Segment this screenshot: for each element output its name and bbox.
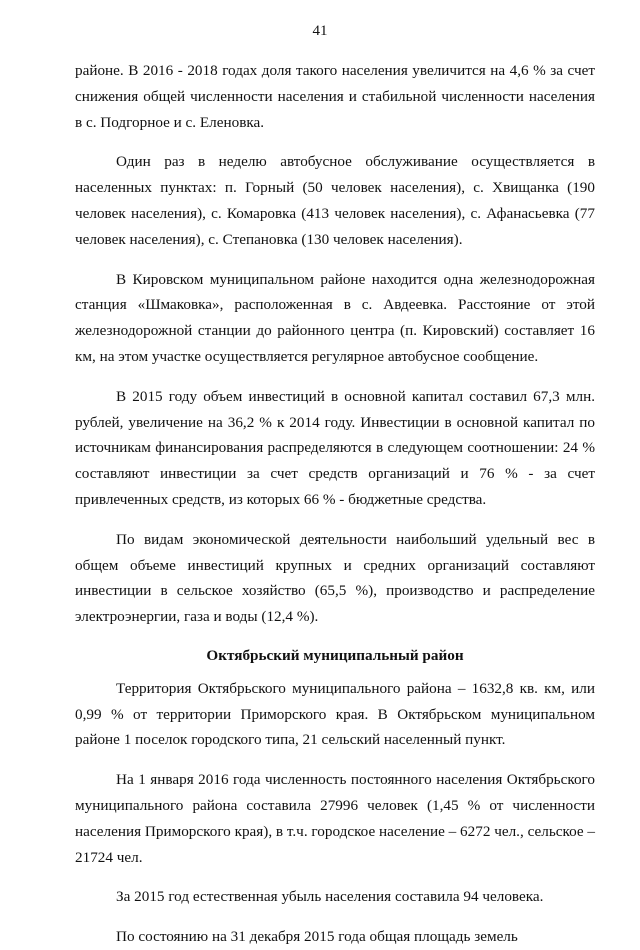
section-heading: Октябрьский муниципальный район xyxy=(206,646,464,664)
paragraph-territory: Территория Октябрьского муниципального района – 1632,8 кв. км, или 0,99 % от территории Приморского края. В Октябрьском муниципальном районе 1 поселок городского типа, 21 сельский населенный пункт. xyxy=(75,679,595,749)
paragraph-investments: В 2015 году объем инвестиций в основной капитал составил 67,3 млн. рублей, увеличение на 36,2 % к 2014 году. Инвестиции в основной капитал по источникам финансирования распределяются в следующем соотношении: 24 % составляют инвестиции за счет средств организаций и 76 % - за счет привлеченных средств, из которых 66 % - бюджетные средства. xyxy=(75,387,595,508)
page-number: 41 xyxy=(312,23,328,39)
paragraph-population: На 1 января 2016 года численность постоянного населения Октябрьского муниципального района составила 27996 человек (1,45 % от численности населения Приморского края), в т.ч. городское население – 6272 чел., сельское – 21724 чел. xyxy=(75,771,595,866)
paragraph-railway-station: В Кировском муниципальном районе находится одна железнодорожная станция «Шмаковка», расположенная в с. Авдеевка. Расстояние от этой железнодорожной станции до районного центра (п. Кировский) составляет 16 км, на этом участке осуществляется регулярное автобусное сообщение. xyxy=(75,270,595,365)
page-content xyxy=(75,58,595,950)
paragraph-land-area: По состоянию на 31 декабря 2015 года общая площадь земель xyxy=(116,928,518,946)
paragraph-investment-structure: По видам экономической деятельности наибольший удельный вес в общем объеме инвестиций крупных и средних организаций составляют инвестиции в сельское хозяйство (65,5 %), производство и распределение электроэнергии, газа и воды (12,4 %). xyxy=(75,530,595,626)
paragraph-bus-service: Один раз в неделю автобусное обслуживание осуществляется в населенных пунктах: п. Горный (50 человек населения), с. Хвищанка (190 человек населения), с. Комаровка (413 человек населения), с. Афанасьевка (77 человек населения), с. Степановка (130 человек населения). xyxy=(75,153,595,248)
paragraph-continuation: районе. В 2016 - 2018 годах доля такого населения увеличится на 4,6 % за счет снижения общей численности населения и стабильной численности населения в с. Подгорное и с. Еленовка. xyxy=(75,62,595,131)
paragraph-natural-decline: За 2015 год естественная убыль населения составила 94 человека. xyxy=(116,888,544,906)
